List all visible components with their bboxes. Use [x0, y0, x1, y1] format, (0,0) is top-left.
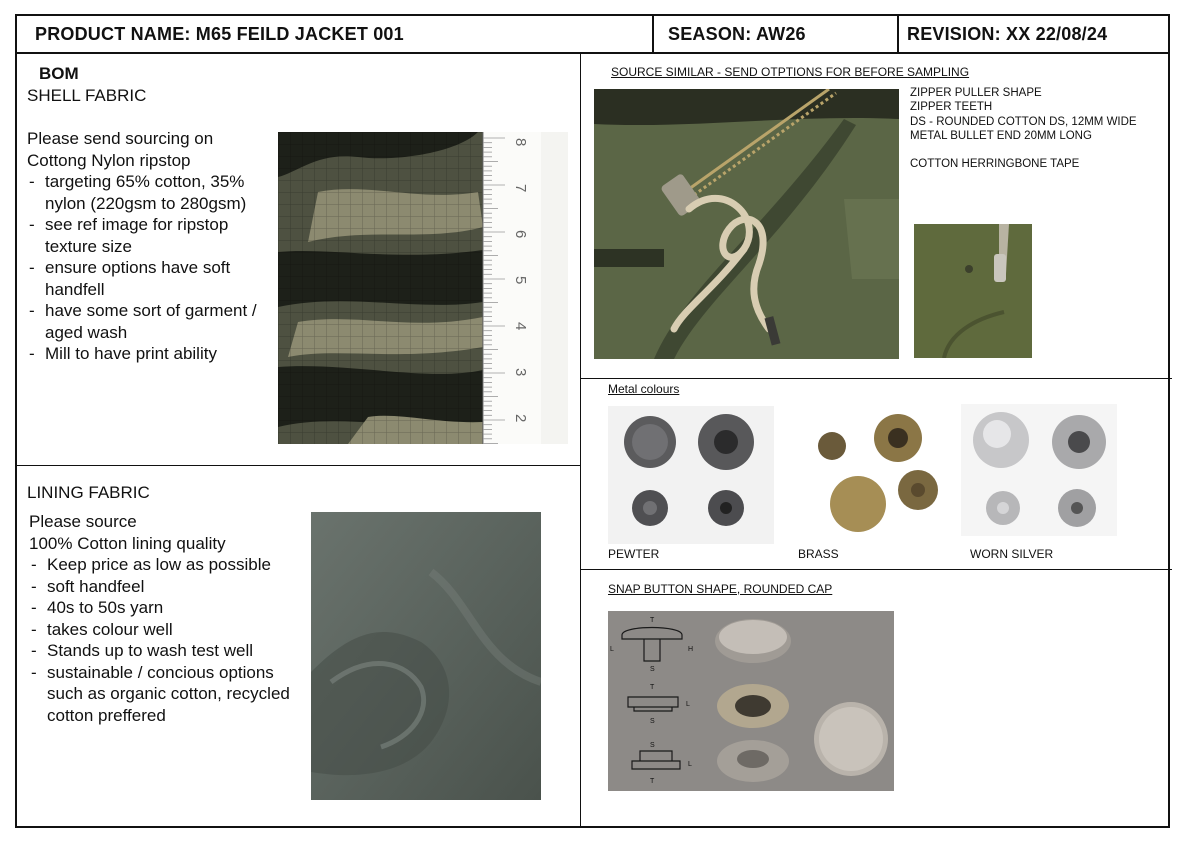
zipper-notes	[910, 86, 1137, 172]
ruler-number: 4	[512, 322, 529, 331]
tech-pack-sheet	[15, 14, 1170, 828]
metal-label-worn-silver: WORN SILVER	[970, 547, 1054, 561]
zipper-note: ZIPPER PULLER SHAPE	[910, 87, 1042, 99]
shell-intro-2: Cottong Nylon ripstop	[27, 150, 191, 170]
lining-fabric-image	[311, 512, 541, 800]
zipper-note	[910, 143, 1137, 157]
zipper-note: ZIPPER TEETH	[910, 101, 993, 114]
bom-title: BOM	[39, 64, 79, 83]
diagram-label-t: T	[650, 684, 655, 691]
right-section-divider-2	[580, 569, 1172, 570]
shell-fabric-title: SHELL FABRIC	[27, 86, 147, 105]
snap-button-shape-title: SNAP BUTTON SHAPE, ROUNDED CAP	[608, 582, 833, 596]
ruler-number: 8	[512, 138, 529, 147]
revision: REVISION: XX 22/08/24	[899, 16, 1170, 54]
diagram-label-t: T	[650, 617, 655, 624]
diagram-label-l: L	[688, 761, 692, 768]
diagram-label-l: L	[610, 646, 614, 653]
lining-bullet: - Stands up to wash test well	[29, 640, 291, 662]
metal-label-brass: BRASS	[798, 547, 839, 561]
metal-colours-title: Metal colours	[608, 382, 680, 396]
diagram-label-l: L	[686, 701, 690, 708]
diagram-label-s: S	[650, 742, 655, 749]
zipper-note: DS - ROUNDED COTTON DS, 12MM WIDE	[910, 115, 1137, 128]
season: SEASON: AW26	[654, 16, 899, 54]
ruler-number: 3	[512, 368, 529, 377]
lining-bullet: - takes colour well	[29, 619, 291, 641]
brass-snap-image	[802, 412, 962, 542]
lining-fabric-title: LINING FABRIC	[27, 483, 150, 502]
product-name: PRODUCT NAME: M65 FEILD JACKET 001	[17, 16, 654, 54]
zipper-note: COTTON HERRINGBONE TAPE	[910, 158, 1080, 171]
shell-bullet: - Mill to have print ability	[27, 343, 272, 365]
pewter-snap-image	[608, 406, 774, 544]
zipper-drawcord-image	[594, 89, 899, 359]
diagram-label-t: T	[650, 778, 655, 785]
herringbone-tape-image	[914, 224, 1032, 358]
lining-bullet: - Keep price as low as possible	[29, 554, 291, 576]
lining-bullet: - soft handfeel	[29, 576, 291, 598]
shell-bullet: - ensure options have soft handfell	[27, 257, 272, 300]
snap-button-diagram-image	[608, 611, 894, 791]
shell-fabric-notes	[27, 128, 272, 365]
diagram-label-h: H	[688, 646, 694, 653]
ruler-number: 2	[512, 414, 529, 423]
metal-label-pewter: PEWTER	[608, 547, 660, 561]
left-section-divider	[17, 465, 580, 466]
ruler-number: 6	[512, 230, 529, 239]
diagram-label-s: S	[650, 666, 655, 673]
diagram-label-s: S	[650, 718, 655, 725]
ruler-number: 5	[512, 276, 529, 285]
shell-intro-1: Please send sourcing on	[27, 129, 214, 148]
lining-bullet: - sustainable / concious options such as organic cotton, recycled cotton preffered	[29, 662, 291, 727]
ruler-number: 7	[512, 184, 529, 193]
shell-bullet: - targeting 65% cotton, 35% nylon (220gsm to 280gsm)	[27, 171, 272, 214]
source-similar-title: SOURCE SIMILAR - SEND OTPTIONS FOR BEFORE SAMPLING	[611, 65, 970, 79]
lining-intro-1: Please source	[29, 512, 137, 531]
lining-fabric-notes	[29, 511, 291, 726]
worn-silver-snap-image	[961, 404, 1117, 536]
ripstop-camo-fabric-image	[278, 132, 568, 444]
shell-bullet: - see ref image for ripstop texture size	[27, 214, 272, 257]
right-section-divider-1	[580, 378, 1172, 379]
shell-bullet: - have some sort of garment / aged wash	[27, 300, 272, 343]
lining-bullet: - 40s to 50s yarn	[29, 597, 291, 619]
lining-intro-2: 100% Cotton lining quality	[29, 533, 226, 553]
column-divider	[580, 54, 581, 828]
zipper-note: METAL BULLET END 20MM LONG	[910, 129, 1092, 142]
